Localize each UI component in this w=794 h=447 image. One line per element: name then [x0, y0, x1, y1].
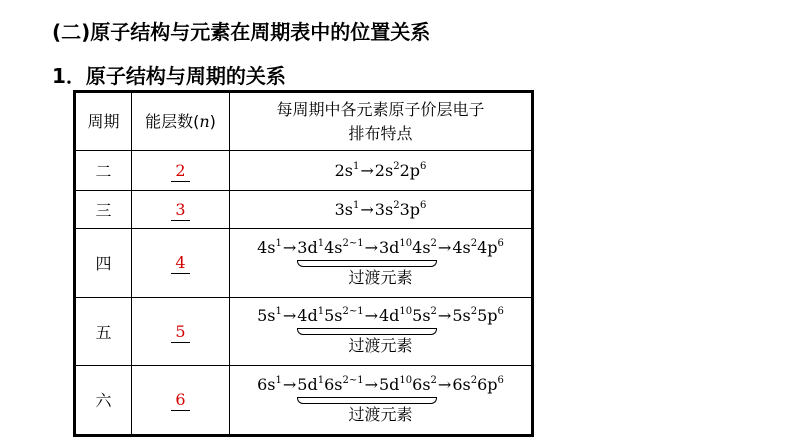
orbital-term: 6s [257, 374, 276, 394]
orbital-term: 6s [324, 374, 343, 394]
orbital-term: 5d [297, 374, 318, 394]
config-line [230, 305, 531, 335]
orbital-superscript: 2~1 [342, 306, 364, 318]
config-cell [230, 151, 532, 191]
orbital-term: 4s [452, 237, 471, 257]
transition-group [297, 237, 437, 267]
orbital-superscript: 2~1 [342, 374, 364, 386]
header-config [230, 93, 532, 151]
period-cell: 六 [76, 365, 132, 434]
orbital-superscript: 2 [393, 160, 400, 172]
transition-brace [297, 398, 437, 404]
header-shells-close: ) [209, 111, 216, 131]
transition-sequence [297, 237, 437, 261]
orbital-term: 4d [297, 306, 318, 326]
shells-cell [132, 297, 230, 365]
header-shells-label: 能层数( [145, 111, 200, 131]
config-line [230, 374, 531, 404]
config-line [230, 237, 531, 267]
shells-answer: 4 [171, 253, 189, 274]
arrow-icon: → [360, 199, 374, 219]
orbital-superscript: 6 [419, 160, 427, 172]
orbital-term: 6s [452, 374, 471, 394]
table-row [76, 365, 532, 434]
table-header-row [76, 93, 532, 151]
orbital-superscript: 1 [275, 237, 282, 249]
orbital-superscript: 6 [419, 199, 427, 211]
shells-answer: 3 [171, 200, 189, 221]
header-config-line1: 每周期中各元素原子价层电子 [276, 99, 485, 119]
section-heading: (二)原子结构与元素在周期表中的位置关系 [52, 20, 431, 44]
orbital-superscript: 1 [275, 374, 282, 386]
shells-answer: 5 [171, 322, 189, 343]
orbital-term: 5s [452, 306, 471, 326]
arrow-icon: → [282, 306, 297, 326]
orbital-term: 3d [297, 237, 318, 257]
config-cell [230, 191, 532, 229]
arrow-icon: → [360, 160, 374, 180]
orbital-term: 2s [374, 160, 394, 180]
period-cell: 五 [76, 297, 132, 365]
orbital-term: 5p [477, 306, 498, 326]
orbital-term: 5d [378, 374, 400, 394]
orbital-superscript: 2~1 [342, 237, 364, 249]
header-shells [132, 93, 230, 151]
orbital-superscript: 2 [393, 199, 400, 211]
shells-cell [132, 191, 230, 229]
orbital-superscript: 1 [353, 160, 360, 172]
shells-cell [132, 365, 230, 434]
header-shells-n: n [199, 111, 210, 131]
arrow-icon: → [364, 237, 378, 257]
transition-label: 过渡元素 [348, 267, 413, 287]
orbital-term: 2p [399, 160, 420, 180]
transition-group [297, 305, 437, 335]
orbital-superscript: 2 [470, 237, 478, 249]
header-period: 周期 [76, 93, 132, 151]
orbital-term: 6p [477, 374, 498, 394]
orbital-term: 3p [399, 199, 420, 219]
orbital-term: 4s [257, 237, 276, 257]
orbital-superscript: 6 [497, 306, 504, 318]
orbital-term: 3s [334, 199, 354, 219]
transition-label: 过渡元素 [348, 336, 413, 356]
transition-label: 过渡元素 [348, 404, 413, 424]
orbital-term: 4s [412, 237, 431, 257]
transition-sequence [297, 374, 437, 398]
orbital-superscript: 2 [430, 374, 437, 386]
period-cell: 四 [76, 229, 132, 297]
orbital-term: 6s [412, 374, 431, 394]
orbital-superscript: 6 [497, 237, 504, 249]
orbital-superscript: 1 [353, 199, 360, 211]
period-structure-table [73, 90, 534, 437]
orbital-term: 5s [257, 306, 276, 326]
period-cell: 三 [76, 191, 132, 229]
orbital-superscript: 10 [399, 237, 413, 249]
shells-cell [132, 151, 230, 191]
orbital-superscript: 2 [430, 237, 437, 249]
orbital-superscript: 2 [430, 306, 437, 318]
transition-sequence [297, 305, 437, 329]
table-row [76, 151, 532, 191]
orbital-superscript: 1 [317, 306, 325, 318]
arrow-icon: → [437, 306, 452, 326]
orbital-superscript: 1 [317, 374, 325, 386]
table-row [76, 297, 532, 365]
arrow-icon: → [364, 374, 378, 394]
table-row [76, 229, 532, 297]
arrow-icon: → [364, 306, 378, 326]
orbital-term: 3s [374, 199, 394, 219]
orbital-term: 5s [324, 306, 343, 326]
orbital-term: 4p [477, 237, 498, 257]
orbital-term: 3d [378, 237, 400, 257]
header-config-line2: 排布特点 [348, 123, 413, 143]
orbital-superscript: 1 [317, 237, 325, 249]
orbital-term: 4s [324, 237, 343, 257]
transition-group [297, 374, 437, 404]
orbital-term: 5s [412, 306, 431, 326]
orbital-superscript: 1 [275, 306, 282, 318]
config-cell [230, 297, 532, 365]
orbital-superscript: 6 [497, 374, 504, 386]
arrow-icon: → [282, 374, 297, 394]
orbital-superscript: 10 [399, 306, 413, 318]
arrow-icon: → [282, 237, 297, 257]
orbital-superscript: 2 [470, 374, 478, 386]
config-cell [230, 365, 532, 434]
shells-answer: 2 [171, 161, 189, 182]
arrow-icon: → [437, 374, 452, 394]
orbital-superscript: 10 [399, 374, 413, 386]
orbital-term: 4d [378, 306, 400, 326]
arrow-icon: → [437, 237, 452, 257]
shells-cell [132, 229, 230, 297]
period-cell: 二 [76, 151, 132, 191]
subsection-heading: 1．原子结构与周期的关系 [52, 64, 286, 88]
table-row [76, 191, 532, 229]
orbital-superscript: 2 [470, 306, 478, 318]
orbital-term: 2s [334, 160, 354, 180]
config-line [230, 160, 531, 182]
config-line [230, 199, 531, 221]
config-cell [230, 229, 532, 297]
shells-answer: 6 [171, 390, 189, 411]
